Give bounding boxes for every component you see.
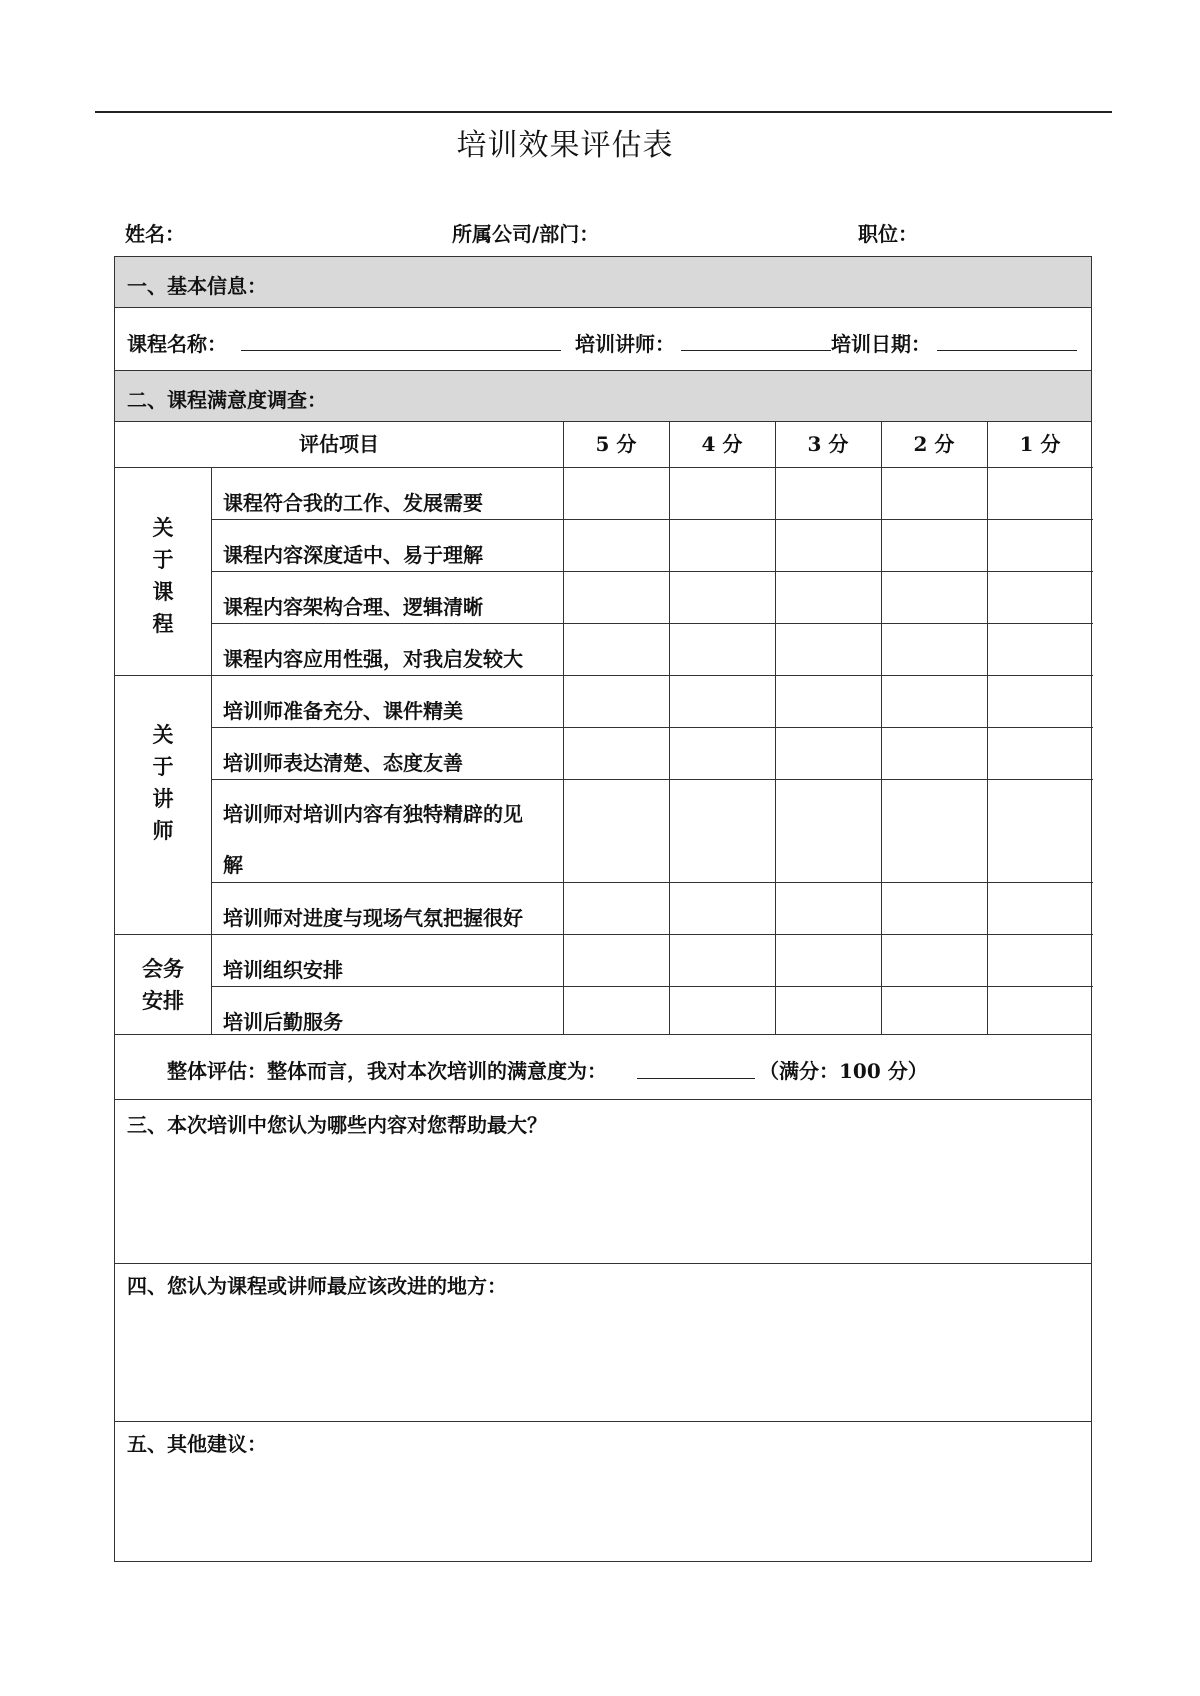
course-name-label: 课程名称： [127, 332, 227, 356]
criterion-label: 课程内容深度适中、易于理解 [223, 543, 483, 567]
criterion-label: 课程内容应用性强，对我启发较大 [223, 647, 523, 671]
criterion-label: 培训师表达清楚、态度友善 [223, 751, 463, 775]
row-divider [211, 519, 1093, 520]
group-label-course [115, 512, 211, 640]
group-label-char: 关 [152, 722, 174, 747]
section4-heading: 四、您认为课程或讲师最应该改进的地方： [127, 1274, 507, 1298]
col-divider [775, 422, 776, 1035]
criterion-label: 培训师准备充分、课件精美 [223, 699, 463, 723]
row-divider [211, 727, 1093, 728]
group-separator [115, 934, 1093, 935]
row-divider [211, 882, 1093, 883]
col-divider [563, 422, 564, 1035]
col-header-1: 1 分 [1019, 432, 1061, 456]
date-label: 培训日期： [831, 332, 931, 356]
criterion-label: 培训师对进度与现场气氛把握很好 [223, 906, 523, 930]
criterion-label: 培训组织安排 [223, 958, 343, 982]
overall-prefix: 整体评估：整体而言，我对本次培训的满意度为： [167, 1059, 607, 1083]
row-divider [211, 986, 1093, 987]
section1-header [115, 257, 1091, 308]
page-title: 培训效果评估表 [456, 128, 674, 163]
criterion-label-wrap: 解 [223, 853, 243, 877]
position-label: 职位： [858, 222, 918, 246]
course-name-field[interactable] [241, 350, 561, 351]
date-field[interactable] [937, 350, 1077, 351]
section2-header [115, 371, 1091, 422]
section5-heading: 五、其他建议： [127, 1432, 267, 1456]
col-divider [987, 422, 988, 1035]
group-label-logistics [115, 953, 211, 1017]
lecturer-field[interactable] [681, 350, 831, 351]
criterion-label: 课程符合我的工作、发展需要 [223, 491, 483, 515]
group-label-char: 程 [152, 611, 174, 636]
row-divider [211, 779, 1093, 780]
section4-block[interactable] [115, 1264, 1091, 1422]
overall-row [115, 1035, 1091, 1100]
section5-block[interactable] [115, 1422, 1091, 1560]
group-label-lecturer [115, 719, 211, 847]
group-label-line: 会务 [142, 956, 184, 981]
group-label-char: 于 [152, 754, 174, 779]
section3-heading: 三、本次培训中您认为哪些内容对您帮助最大？ [127, 1113, 547, 1137]
col-divider [881, 422, 882, 1035]
overall-score-field[interactable] [637, 1078, 755, 1079]
col-divider [669, 422, 670, 1035]
col-header-item: 评估项目 [299, 432, 379, 456]
col-header-4: 4 分 [701, 432, 743, 456]
top-rule [95, 111, 1112, 113]
group-label-char: 师 [152, 818, 174, 843]
criterion-label: 课程内容架构合理、逻辑清晰 [223, 595, 483, 619]
rating-table [115, 422, 1091, 1035]
col-header-3: 3 分 [807, 432, 849, 456]
section1-heading: 一、基本信息： [127, 274, 267, 298]
row-divider [211, 623, 1093, 624]
group-divider [211, 467, 212, 1035]
dept-label: 所属公司/部门： [452, 222, 600, 246]
group-label-char: 于 [152, 547, 174, 572]
criterion-label: 培训后勤服务 [223, 1010, 343, 1034]
group-label-char: 课 [152, 579, 174, 604]
group-label-char: 讲 [152, 786, 174, 811]
lecturer-label: 培训讲师： [575, 332, 675, 356]
basic-info-row [115, 308, 1091, 371]
col-header-5: 5 分 [595, 432, 637, 456]
section3-block[interactable] [115, 1100, 1091, 1264]
criterion-label: 培训师对培训内容有独特精辟的见 [223, 802, 523, 826]
col-header-2: 2 分 [913, 432, 955, 456]
evaluation-form [114, 256, 1092, 1562]
name-label: 姓名： [125, 222, 185, 246]
overall-suffix: （满分：100 分） [759, 1059, 928, 1083]
group-label-char: 关 [152, 515, 174, 540]
group-separator [115, 675, 1093, 676]
header-divider [115, 467, 1093, 468]
row-divider [211, 571, 1093, 572]
group-label-line: 安排 [142, 988, 184, 1013]
section2-heading: 二、课程满意度调查： [127, 388, 327, 412]
